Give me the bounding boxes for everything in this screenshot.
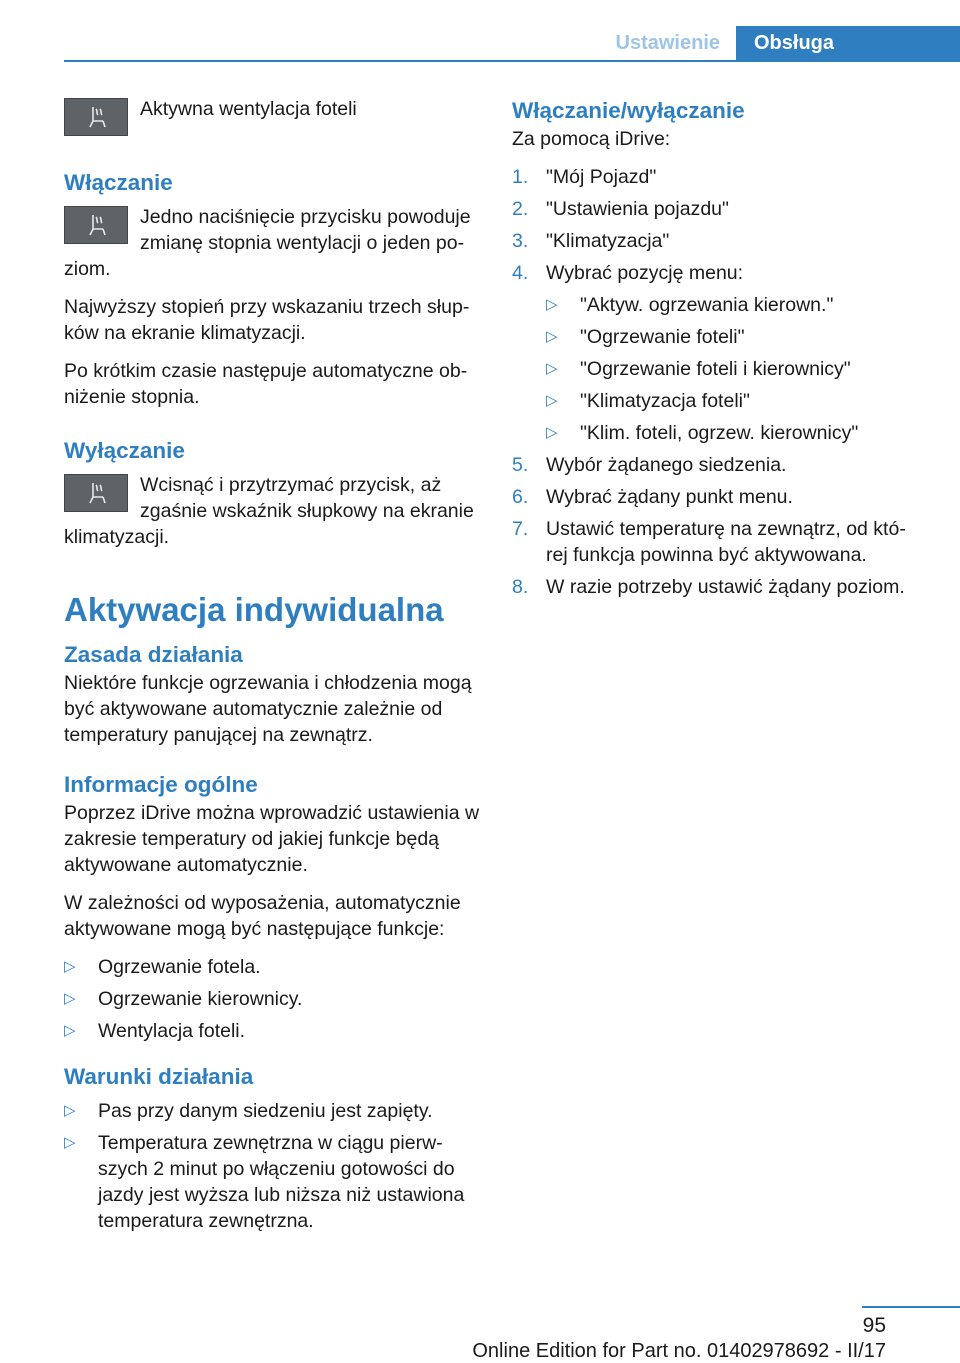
edition-footer: Online Edition for Part no. 01402978692 - II/17	[472, 1340, 886, 1362]
list-item: ▷ "Klim. foteli, ogrzew. kierownicy"	[546, 422, 859, 444]
triangle-bullet-icon: ▷	[546, 392, 558, 409]
general-text: Poprzez iDrive można wprowadzić ustawienia w zakresie temperatury od jakiej funkcje będą aktywowane automatycznie.	[64, 802, 480, 876]
list-item: 4. Wybrać pozycję menu: ▷ "Aktyw. ogrzewania kierown." ▷ "Ogrzewanie foteli" ▷ "Ogrzewanie foteli i kierownicy" ▷ "Klimatyzacja foteli" ▷ "Klim. foteli, ogrzew. kierownicy"	[512, 260, 922, 446]
list-item: ▷ Temperatura zewnętrzna w ciągu pierw‐szych 2 minut po włączeniu gotowości do jazdy jest wyższa lub niższa niż ustawiona temperatura zewnętrzna.	[64, 1132, 465, 1232]
intro-row	[64, 96, 480, 138]
list-item: ▷ Ogrzewanie fotela.	[64, 956, 261, 978]
triangle-bullet-icon: ▷	[546, 424, 558, 441]
list-item: ▷ Ogrzewanie kierownicy.	[64, 988, 303, 1010]
list-item: ▷ "Klimatyzacja foteli"	[546, 390, 750, 412]
list-item: ▷ "Ogrzewanie foteli"	[546, 326, 745, 348]
off-row	[64, 472, 480, 550]
list-item: ▷ "Ogrzewanie foteli i kierownicy"	[546, 358, 851, 380]
list-item: 1. "Mój Pojazd"	[512, 166, 657, 188]
triangle-bullet-icon: ▷	[64, 958, 76, 975]
list-item: ▷ Pas przy danym siedzeniu jest zapięty.	[64, 1100, 433, 1122]
seat-ventilation-icon	[64, 474, 128, 512]
on-row	[64, 204, 480, 282]
triangle-bullet-icon: ▷	[546, 296, 558, 313]
triangle-bullet-icon: ▷	[64, 990, 76, 1007]
heading-principle: Zasada działania	[64, 642, 243, 667]
tab-ustawienie: Ustawienie	[615, 32, 720, 54]
paragraph: Po krótkim czasie następuje automatyczne ob‐niżenie stopnia.	[64, 360, 468, 408]
list-item: 2. "Ustawienia pojazdu"	[512, 198, 729, 220]
list-item: 7. Ustawić temperaturę na zewnątrz, od któ‐rej funkcja powinna być aktywowana.	[512, 518, 906, 566]
heading-conditions: Warunki działania	[64, 1064, 254, 1089]
via-text: Za pomocą iDrive:	[512, 128, 671, 150]
off-text: Wcisnąć i przytrzymać przycisk, aż zgaśnie wskaźnik słupkowy na ekranie klimatyzacji.	[64, 474, 474, 548]
list-item: ▷ "Aktyw. ogrzewania kierown."	[546, 294, 834, 316]
triangle-bullet-icon: ▷	[546, 328, 558, 345]
seat-ventilation-icon	[64, 98, 128, 136]
triangle-bullet-icon: ▷	[546, 360, 558, 377]
header-rule	[64, 60, 960, 62]
left-column	[64, 96, 480, 1246]
triangle-bullet-icon: ▷	[64, 1102, 76, 1119]
section-title: Aktywacja indywidualna	[64, 591, 444, 628]
list-item: 5. Wybór żądanego siedzenia.	[512, 454, 787, 476]
principle-text: Niektóre funkcje ogrzewania i chłodzenia mogą być aktywowane automatycznie zależnie od temperatury panującej na zewnątrz.	[64, 672, 472, 746]
list-item: 3. "Klimatyzacja"	[512, 230, 670, 252]
intro-text: Aktywna wentylacja foteli	[140, 98, 357, 120]
steps-list	[512, 164, 922, 600]
heading-on: Włączanie	[64, 170, 173, 195]
heading-onoff: Włączanie/wyłączanie	[512, 98, 745, 123]
list-item: 8. W razie potrzeby ustawić żądany poziom.	[512, 576, 905, 598]
triangle-bullet-icon: ▷	[64, 1022, 76, 1039]
list-item: ▷ Wentylacja foteli.	[64, 1020, 246, 1042]
conditions-list	[64, 1098, 480, 1234]
seat-ventilation-icon	[64, 206, 128, 244]
triangle-bullet-icon: ▷	[64, 1134, 76, 1151]
right-column	[512, 96, 922, 612]
page-number: 95	[862, 1314, 886, 1337]
submenu-list	[546, 292, 922, 446]
paragraph: Najwyższy stopień przy wskazaniu trzech słup‐ków na ekranie klimatyzacji.	[64, 296, 470, 344]
functions-list	[64, 954, 480, 1044]
footer-rule	[862, 1306, 960, 1308]
list-item: 6. Wybrać żądany punkt menu.	[512, 486, 793, 508]
general-text: W zależności od wyposażenia, automatycznie aktywowane mogą być następujące funkcje:	[64, 892, 461, 940]
tab-obsluga: Obsługa	[736, 26, 960, 60]
heading-off: Wyłączanie	[64, 438, 185, 463]
heading-general: Informacje ogólne	[64, 772, 258, 797]
on-text: Jedno naciśnięcie przycisku powoduje zmianę stopnia wentylacji o jeden po‐ziom.	[64, 206, 471, 280]
